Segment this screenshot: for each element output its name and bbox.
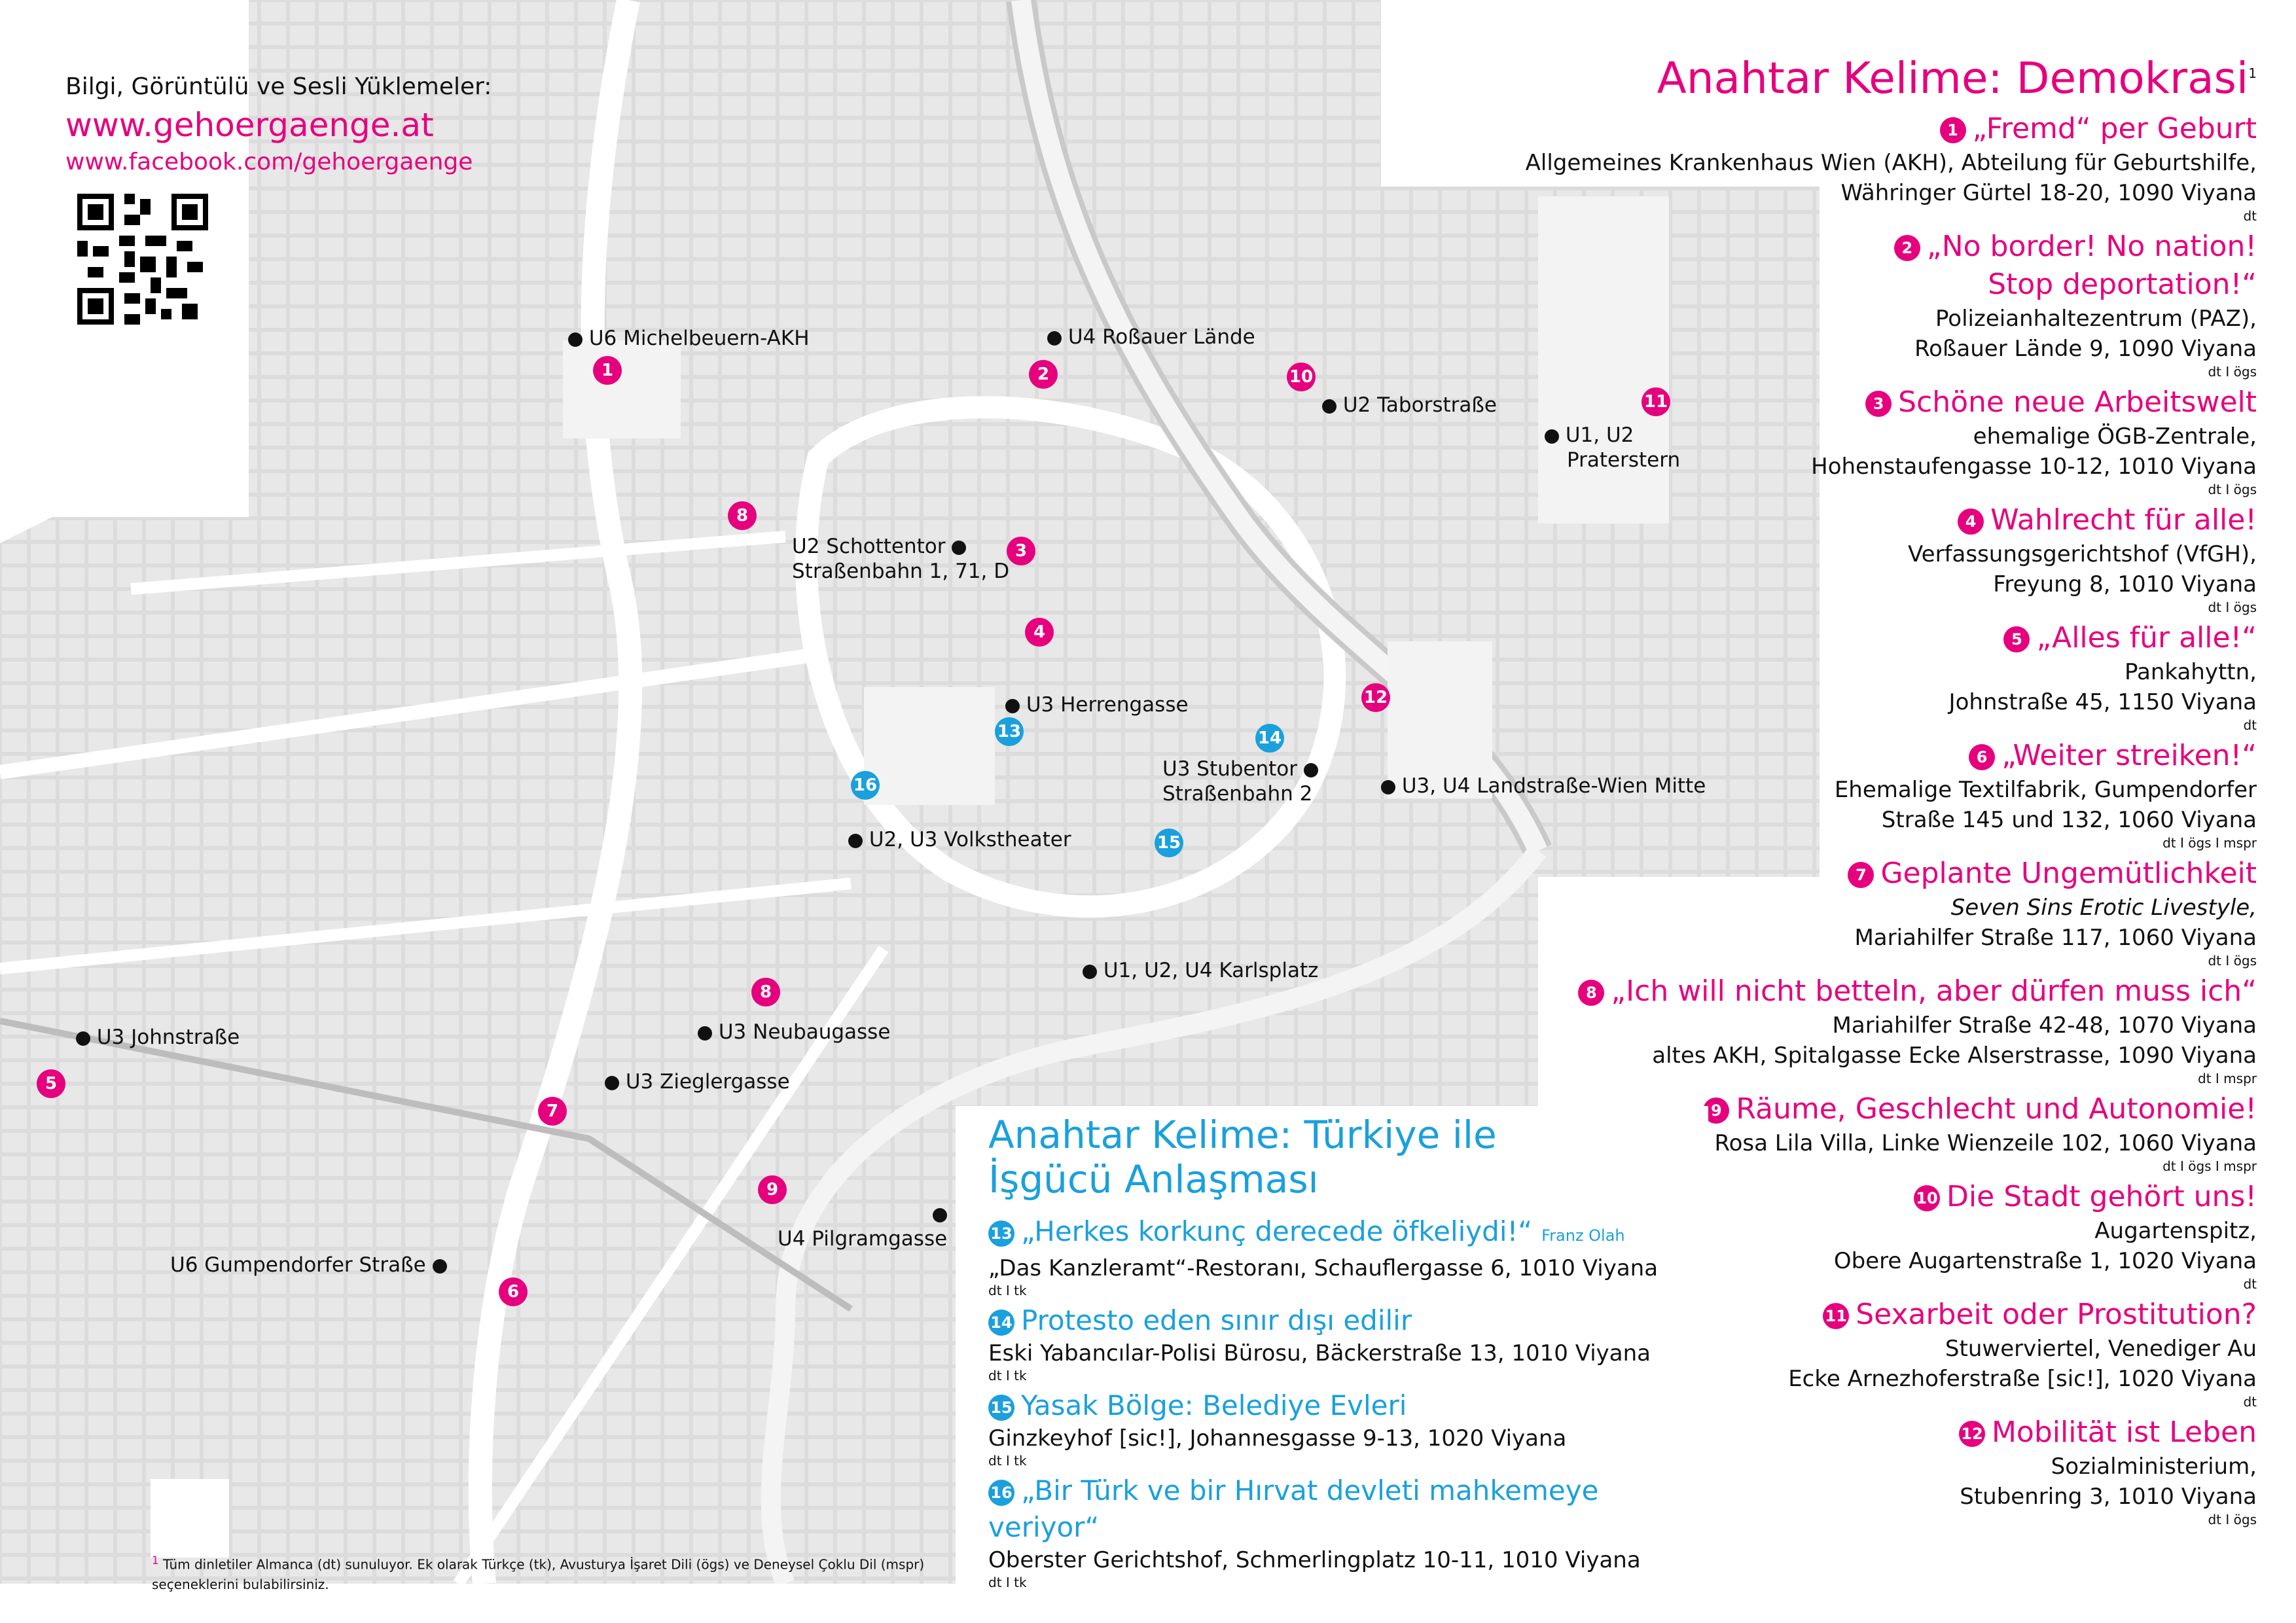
map-pin-8b[interactable]: 8: [751, 978, 780, 1007]
map-pin-16[interactable]: 16: [851, 771, 880, 800]
qr-code[interactable]: [77, 194, 208, 325]
map-pin-2[interactable]: 2: [1029, 360, 1058, 389]
info-block: [65, 71, 492, 178]
entry-title: [988, 1302, 1708, 1339]
map-pin-12[interactable]: 12: [1361, 683, 1390, 712]
map-pin-1[interactable]: 1: [593, 356, 622, 385]
entry-language-tag: dt: [2243, 717, 2257, 733]
entry-address-line: altes AKH, Spitalgasse Ecke Alserstrasse, 1090 Viyana: [1652, 1043, 2257, 1069]
entry-address-line: Ecke Arnezhoferstraße [sic!], 1020 Viyana: [1788, 1366, 2257, 1392]
labor-entry: [988, 1472, 1708, 1590]
entry-address-line: Oberster Gerichtshof, Schmerlingplatz 10-11, 1010 Viyana: [988, 1547, 1641, 1573]
entry-number-badge: 10: [1914, 1185, 1940, 1211]
entry-address-line: Pankahyttn,: [2125, 659, 2257, 685]
entry-language-tag: dt: [2243, 1276, 2257, 1292]
entry-address-line: Seven Sins Erotic Livestyle,: [1950, 895, 2257, 921]
station-praterstern: U1, U2 Praterstern: [1545, 423, 1680, 473]
map-pin-9[interactable]: 9: [758, 1175, 787, 1204]
democracy-entry: [1406, 110, 2257, 224]
entry-title-line2: Stop deportation!“: [1988, 268, 2257, 301]
entry-language-tag: dt I ögs I mspr: [2162, 1158, 2257, 1174]
map-pin-5[interactable]: 5: [37, 1069, 65, 1098]
labor-title-line2: İşgücü Anlaşması: [988, 1157, 1319, 1202]
entry-number-badge: 3: [1865, 391, 1892, 417]
entry-title-text: Schöne neue Arbeitswelt: [1898, 385, 2257, 419]
entry-author: Franz Olah: [1541, 1226, 1625, 1245]
entry-language-tag: dt I ögs: [2208, 599, 2257, 615]
entry-address-line: Eski Yabancılar-Polisi Bürosu, Bäckerstraße 13, 1010 Viyana: [988, 1340, 1651, 1366]
entry-title: [1406, 737, 2257, 775]
democracy-entry: [1406, 855, 2257, 969]
website-link[interactable]: www.gehoergaenge.at: [65, 106, 434, 144]
entry-number-badge: 2: [1894, 235, 1920, 261]
station-landstrasse: U3, U4 Landstraße-Wien Mitte: [1381, 774, 1706, 798]
entry-title: [1406, 619, 2257, 657]
entry-address-line: Verfassungsgerichtshof (VfGH),: [1908, 541, 2257, 567]
entry-number-badge: 14: [988, 1310, 1014, 1336]
entry-address-line: Freyung 8, 1010 Viyana: [1993, 571, 2257, 597]
democracy-entry: [1406, 501, 2257, 615]
entry-title-text: Yasak Bölge: Belediye Evleri: [1021, 1389, 1407, 1421]
entry-number-badge: 12: [1959, 1421, 1985, 1447]
station-u3-herrengasse: U3 Herrengasse: [1005, 692, 1189, 717]
entry-title: [1406, 972, 2257, 1010]
map-pin-15[interactable]: 15: [1155, 829, 1183, 857]
entry-title-text: „Weiter streiken!“: [2001, 739, 2257, 772]
map-pin-3[interactable]: 3: [1007, 537, 1035, 565]
entry-language-tag: dt I tk: [988, 1575, 1027, 1590]
entry-number-badge: 7: [1848, 862, 1874, 888]
station-u2-schottentor: U2 Schottentor Straßenbahn 1, 71, D: [792, 535, 1010, 583]
entry-address-line: Mariahilfer Straße 42-48, 1070 Viyana: [1832, 1012, 2257, 1039]
labor-entry: [988, 1302, 1708, 1383]
entry-title: [988, 1387, 1708, 1424]
station-u2-taborstrasse: U2 Taborstraße: [1322, 393, 1497, 418]
entry-language-tag: dt: [2243, 1394, 2257, 1410]
entry-title-text: „Ich will nicht betteln, aber dürfen muss ich“: [1611, 974, 2257, 1008]
democracy-entry: [1406, 737, 2257, 851]
station-volkstheater: U2, U3 Volkstheater: [848, 827, 1071, 852]
entry-language-tag: dt I ögs: [2208, 364, 2257, 380]
labor-entry: [988, 1213, 1708, 1298]
entry-title: [1406, 110, 2257, 148]
entry-title-text: „Fremd“ per Geburt: [1972, 112, 2257, 145]
entry-title-text: Wahlrecht für alle!: [1990, 503, 2257, 537]
entry-title-text: „No border! No nation!: [1926, 230, 2257, 263]
station-u3-stubentor: U3 Stubentor Straßenbahn 2: [1162, 757, 1318, 806]
entry-title-text: Sexarbeit oder Prostitution?: [1856, 1298, 2257, 1331]
station-u4-rossauer-laende: U4 Roßauer Lände: [1047, 325, 1255, 349]
station-u3-johnstrasse: U3 Johnstraße: [76, 1025, 240, 1050]
entry-address-line: Obere Augartenstraße 1, 1020 Viyana: [1833, 1248, 2257, 1274]
entry-address-line: Sozialministerium,: [2051, 1454, 2257, 1480]
labor-title-line1: Anahtar Kelime: Türkiye ile: [988, 1113, 1497, 1157]
entry-title: [1406, 228, 2257, 266]
station-u6-michelbeuern: U6 Michelbeuern-AKH: [568, 326, 810, 351]
station-u3-zieglergasse: U3 Zieglergasse: [605, 1069, 790, 1094]
entry-language-tag: dt I mspr: [2198, 1071, 2257, 1086]
map-pin-10[interactable]: 10: [1287, 363, 1316, 391]
station-u4-pilgramgasse: U4 Pilgramgasse: [778, 1202, 947, 1251]
entry-title: [1406, 855, 2257, 893]
labor-panel: [962, 1106, 1708, 1590]
entry-address-line: Polizeianhaltezentrum (PAZ),: [1935, 306, 2257, 332]
entry-language-tag: dt I ögs I mspr: [2162, 835, 2257, 851]
map-pin-8a[interactable]: 8: [728, 501, 757, 530]
entry-number-badge: 15: [988, 1395, 1014, 1421]
entry-address-line: Ehemalige Textilfabrik, Gumpendorfer: [1834, 777, 2257, 803]
map-pin-4[interactable]: 4: [1025, 618, 1054, 647]
entry-number-badge: 4: [1958, 508, 1984, 535]
labor-entry: [988, 1387, 1708, 1469]
map-pin-7[interactable]: 7: [538, 1097, 567, 1126]
democracy-entry: [1406, 383, 2257, 497]
map-pin-11[interactable]: 11: [1641, 387, 1670, 416]
map-pin-14[interactable]: 14: [1255, 724, 1284, 753]
entry-address-line: Ginzkeyhof [sic!], Johannesgasse 9-13, 1020 Viyana: [988, 1425, 1567, 1452]
entry-number-badge: 16: [988, 1480, 1014, 1506]
entry-title-text: „Alles für alle!“: [2036, 621, 2257, 654]
entry-title-text: Mobilität ist Leben: [1991, 1416, 2257, 1449]
entry-title-text: Räume, Geschlecht und Autonomie!: [1736, 1092, 2257, 1126]
entry-address-line: Straße 145 und 132, 1060 Viyana: [1881, 807, 2257, 833]
entry-number-badge: 9: [1703, 1097, 1729, 1124]
info-label: Bilgi, Görüntülü ve Sesli Yüklemeler:: [65, 73, 492, 100]
entry-language-tag: dt I tk: [988, 1283, 1027, 1298]
map-pin-6[interactable]: 6: [499, 1277, 528, 1306]
entry-title-text: Geplante Ungemütlichkeit: [1880, 857, 2257, 890]
democracy-entry: [1406, 619, 2257, 733]
station-karlsplatz: U1, U2, U4 Karlsplatz: [1083, 958, 1318, 983]
entry-number-badge: 6: [1969, 744, 1995, 770]
entry-number-badge: 13: [988, 1221, 1014, 1247]
entry-language-tag: dt: [2243, 208, 2257, 224]
entry-address-line: Roßauer Lände 9, 1090 Viyana: [1914, 336, 2257, 362]
entry-title: [988, 1472, 1708, 1546]
entry-number-badge: 1: [1940, 117, 1966, 143]
entry-title: [1406, 383, 2257, 421]
democracy-entry: [1406, 228, 2257, 380]
map-pin-13[interactable]: 13: [995, 717, 1024, 746]
entry-language-tag: dt I tk: [988, 1368, 1027, 1383]
entry-address-line: Hohenstaufengasse 10-12, 1010 Viyana: [1811, 454, 2257, 480]
entry-title-text: Protesto eden sınır dışı edilir: [1021, 1304, 1412, 1336]
entry-title: [988, 1213, 1708, 1254]
entry-title-text: „Bir Türk ve bir Hırvat devleti mahkemeye veriyor“: [988, 1474, 1599, 1543]
entry-address-line: „Das Kanzleramt“-Restoranı, Schauflergasse 6, 1010 Viyana: [988, 1255, 1659, 1281]
entry-address-line: Augartenspitz,: [2094, 1218, 2257, 1244]
entry-address-line: ehemalige ÖGB-Zentrale,: [1973, 423, 2257, 450]
entry-address-line: Allgemeines Krankenhaus Wien (AKH), Abteilung für Geburtshilfe,: [1525, 150, 2257, 176]
entry-address-line: Währinger Gürtel 18-20, 1090 Viyana: [1840, 180, 2257, 206]
entry-language-tag: dt I ögs: [2208, 482, 2257, 497]
station-u6-gumpendorfer: U6 Gumpendorfer Straße: [170, 1253, 447, 1277]
entry-title-text: „Herkes korkunç derecede öfkeliydi!“: [1021, 1215, 1533, 1247]
labor-list: [988, 1213, 1708, 1590]
facebook-link[interactable]: www.facebook.com/gehoergaenge: [65, 149, 473, 175]
entry-address-line: Rosa Lila Villa, Linke Wienzeile 102, 1060 Viyana: [1714, 1130, 2257, 1156]
entry-number-badge: 8: [1578, 980, 1604, 1006]
entry-title: [1406, 501, 2257, 539]
entry-address-line: Stuwerviertel, Venediger Au: [1945, 1336, 2257, 1362]
entry-address-line: Mariahilfer Straße 117, 1060 Viyana: [1854, 925, 2257, 951]
entry-address-line: Stubenring 3, 1010 Viyana: [1960, 1484, 2257, 1510]
entry-number-badge: 11: [1823, 1303, 1849, 1329]
station-u3-neubaugasse: U3 Neubaugasse: [698, 1020, 890, 1044]
entry-language-tag: dt I tk: [988, 1453, 1027, 1469]
entry-title-text: Die Stadt gehört uns!: [1946, 1180, 2257, 1213]
democracy-title: Anahtar Kelime: Demokrasi$^1$: [1657, 53, 2257, 103]
entry-number-badge: 5: [2003, 626, 2030, 652]
entry-language-tag: dt I ögs: [2208, 953, 2257, 969]
democracy-entry: [1406, 972, 2257, 1086]
entry-language-tag: dt I ögs: [2208, 1512, 2257, 1527]
entry-address-line: Johnstraße 45, 1150 Viyana: [1948, 689, 2257, 715]
footnote: $^1$ Tüm dinletiler Almanca (dt) sunuluyor. Ek olarak Türkçe (tk), Avusturya İşaret Dili (ögs) ve Deneysel Çoklu Dil (mspr) seçeneklerini bulabilirsiniz.: [152, 1554, 925, 1592]
